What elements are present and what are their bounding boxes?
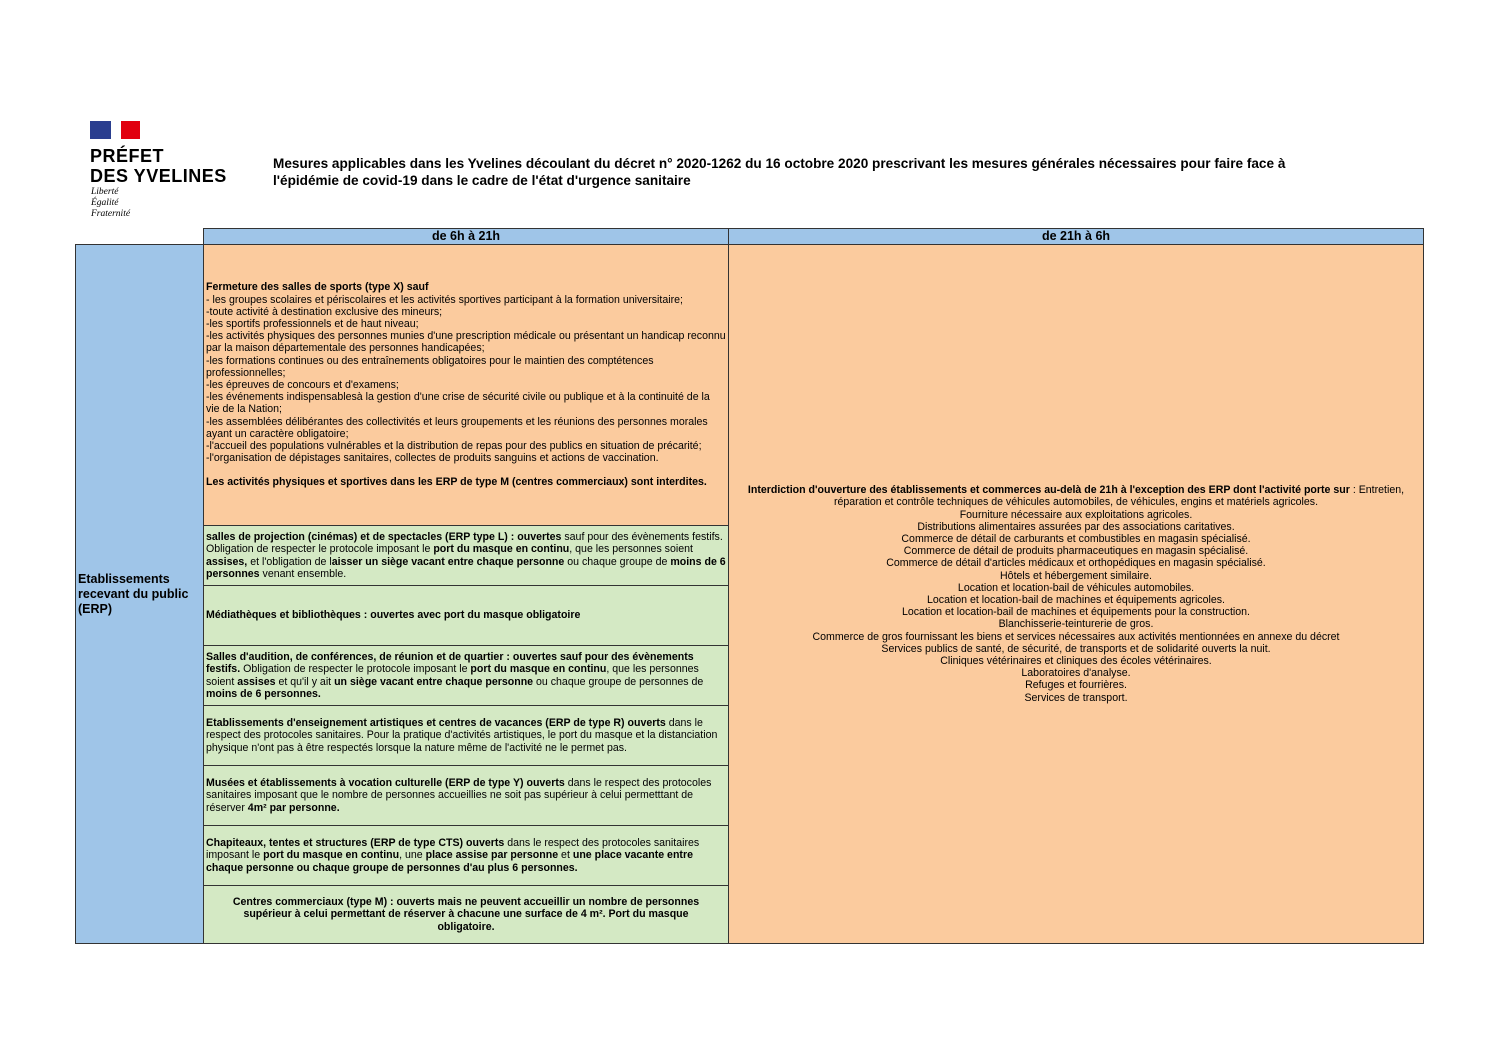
cell-tents — [203, 825, 729, 886]
arts-b1: Etablissements d'enseignement artistiques et centres de vacances (ERP de type R) ouverts — [206, 717, 666, 730]
halls-t1: Obligation de respecter le protocole imposant le — [240, 663, 471, 676]
tents-b2: port du masque en continu — [263, 849, 400, 862]
cell-arts — [203, 705, 729, 766]
halls-b5: moins de 6 personnes. — [206, 687, 321, 700]
cinemas-b3: assises, — [206, 555, 248, 568]
header-night-label: de 21h à 6h — [1041, 229, 1111, 243]
document-title-line1: Mesures applicables dans les Yvelines découlant du décret n° 2020-1262 du 16 octobre 2020 prescrivant les mesures générales nécessaires pour faire face à — [273, 156, 1286, 171]
halls-t3: et qu'il y ait — [275, 675, 335, 688]
sports-item: - les groupes scolaires et périscolaires et les activités sportives participant à la formation universitaire; — [206, 293, 683, 306]
header-day — [203, 228, 729, 245]
sports-item: -les événements indispensablesà la gestion d'une crise de sécurité civile ou publique et à la continuité de la vie de la Nation; — [206, 391, 710, 416]
sports-item: -l'accueil des populations vulnérables et la distribution de repas pour des publics en situation de précarité; — [206, 440, 702, 453]
museums-t1: dans le respect des protocoles sanitaires imposant que le nombre de personnes accueillies ne soit pas supérieur à celui permetttant de réserver — [206, 777, 712, 814]
night-item: Fourniture nécessaire aux exploitations agricoles. — [959, 508, 1193, 521]
cinemas-b5: moins de 6 personnes — [206, 555, 726, 580]
cell-libraries — [203, 585, 729, 646]
sports-item: -les assemblées délibérantes des collectivités et leurs groupements et les réunions des personnes morales ayant un caractère obligatoire; — [206, 415, 708, 440]
night-item: Commerce de détail d'articles médicaux et orthopédiques en magasin spécialisé. — [886, 557, 1266, 570]
tents-t2: , une — [399, 849, 426, 862]
night-item: Commerce de détail de produits pharmaceutiques en magasin spécialisé. — [903, 545, 1249, 558]
night-item: Services de transport. — [1024, 691, 1128, 704]
night-item: Location et location-bail de véhicules automobiles. — [957, 581, 1195, 594]
document-title-line2: l'épidémie de covid-19 dans le cadre de l'état d'urgence sanitaire — [273, 173, 691, 188]
night-item: Distributions alimentaires assurées par des associations caritatives. — [917, 520, 1235, 533]
night-item: Commerce de gros fournissant les biens et services nécessaires aux activités mentionnées en annexe du décret — [812, 630, 1340, 643]
sports-footer: Les activités physiques et sportives dans les ERP de type M (centres commerciaux) sont interdites. — [206, 476, 707, 489]
night-item: Laboratoires d'analyse. — [1021, 667, 1131, 680]
cinemas-t2: , que les personnes soient — [569, 543, 693, 556]
motto-fraternite: Fraternité — [91, 209, 131, 219]
cell-halls — [203, 645, 729, 706]
cinemas-t5: venant ensemble. — [259, 567, 347, 580]
halls-b1: Salles d'audition, de conférences, de réunion et de quartier : ouvertes sauf pour des évènements festifs. — [206, 651, 694, 676]
sports-item: -l'organisation de dépistages sanitaires, collectes de produits sanguins et actions de vaccination. — [206, 452, 659, 465]
night-item: Hôtels et hébergement similaire. — [1000, 569, 1152, 582]
sports-heading: Fermeture des salles de sports (type X) sauf — [206, 281, 429, 294]
cinemas-t1: sauf pour des évènements festifs. Obligation de respecter le protocole imposant le — [206, 531, 723, 556]
cell-malls — [203, 885, 729, 944]
arts-t1: dans le respect des protocoles sanitaires. Pour la pratique d'activités artistiques, le port du masque et la distanciation physique n'ont pas à être respectés lorsque la nature même de l'activité ne le permet pas. — [206, 717, 718, 754]
motto-egalite: Égalité — [91, 198, 119, 208]
sports-item: -les sportifs professionnels et de haut niveau; — [206, 317, 419, 330]
malls-text: Centres commerciaux (type M) : ouverts mais ne peuvent accueillir un nombre de personnes supérieur à celui permettant de réserver à chacune une surface de 4 m². Port du masque obligatoire. — [232, 896, 700, 933]
halls-b2: port du masque en continu — [470, 663, 607, 676]
night-item: Location et location-bail de machines et équipements agricoles. — [927, 594, 1225, 606]
cell-cinemas — [203, 525, 729, 586]
header-night — [728, 228, 1424, 245]
cinemas-b2: port du masque en continu — [433, 543, 570, 556]
night-intro-text: : Entretien, réparation et contrôle techniques de véhicules automobiles, de véhicules, engins et matériels agricoles. — [833, 484, 1405, 509]
halls-b3: assises — [237, 675, 276, 688]
museums-b2: 4m² par personne. — [247, 801, 340, 814]
museums-b1: Musées et établissements à vocation culturelle (ERP de type Y) ouverts — [206, 777, 565, 790]
cell-museums — [203, 765, 729, 826]
tents-b1: Chapiteaux, tentes et structures (ERP de type CTS) ouverts — [206, 837, 505, 850]
logo-title-line2: DES YVELINES — [90, 166, 227, 186]
cinemas-b4: aisser un siège vacant entre chaque personne — [331, 555, 565, 568]
row-label-line1: Etablissements — [78, 571, 170, 586]
cinemas-t4: ou chaque groupe de — [564, 555, 671, 568]
row-label-line2: recevant du public — [78, 586, 189, 601]
sports-item: -les épreuves de concours et d'examens; — [206, 379, 399, 391]
row-label-erp — [75, 244, 204, 944]
motto-liberte: Liberté — [91, 187, 119, 197]
tents-b4: une place vacante entre chaque personne ou chaque groupe de personnes d'au plus 6 personnes. — [206, 849, 693, 874]
halls-t2: , que les personnes soient — [206, 663, 699, 688]
marianne-flag-icon — [90, 121, 140, 139]
logo-title — [90, 146, 227, 186]
cell-night-rules — [728, 244, 1424, 944]
row-label-line3: (ERP) — [78, 601, 113, 616]
cinemas-b1: salles de projection (cinémas) et de spectacles (ERP type L) : ouvertes — [206, 531, 562, 544]
sports-item: -toute activité à destination exclusive des mineurs; — [206, 305, 443, 318]
cell-sports-halls — [203, 244, 729, 526]
night-item: Blanchisserie-teinturerie de gros. — [998, 618, 1154, 631]
night-item: Location et location-bail de machines et équipements pour la construction. — [901, 606, 1251, 619]
tents-b3: place assise par personne — [425, 849, 559, 862]
tents-t1: dans le respect des protocoles sanitaires imposant le — [206, 837, 700, 862]
document-title — [273, 155, 1433, 189]
libraries-text: Médiathèques et bibliothèques : ouvertes avec port du masque obligatoire — [206, 609, 581, 622]
night-item: Refuges et fourrières. — [1025, 679, 1127, 692]
night-intro-bold: Interdiction d'ouverture des établissements et commerces au-delà de 21h à l'exception des ERP dont l'activité porte sur — [747, 484, 1350, 497]
cinemas-t3: et l'obligation de l — [247, 555, 332, 568]
logo-title-line1: PRÉFET — [90, 146, 165, 166]
sports-item: -les activités physiques des personnes munies d'une prescription médicale ou présentant un handicap reconnu par la maison départementale des personnes handicapées; — [206, 330, 726, 355]
halls-t4: ou chaque groupe de personnes de — [533, 675, 704, 688]
halls-b4: un siège vacant entre chaque personne — [334, 675, 534, 688]
night-item: Services publics de santé, de sécurité, de transports et de solidarité ouverts la nuit. — [881, 642, 1271, 655]
tents-t3: et — [558, 849, 573, 862]
night-item: Cliniques vétérinaires et cliniques des écoles vétérinaires. — [940, 655, 1212, 668]
night-item: Commerce de détail de carburants et combustibles en magasin spécialisé. — [901, 532, 1251, 545]
logo-motto — [91, 187, 130, 220]
sports-item: -les formations continues ou des entraînements obligatoires pour le maintien des comptétences professionnelles; — [206, 354, 654, 379]
header-day-label: de 6h à 21h — [431, 229, 501, 243]
